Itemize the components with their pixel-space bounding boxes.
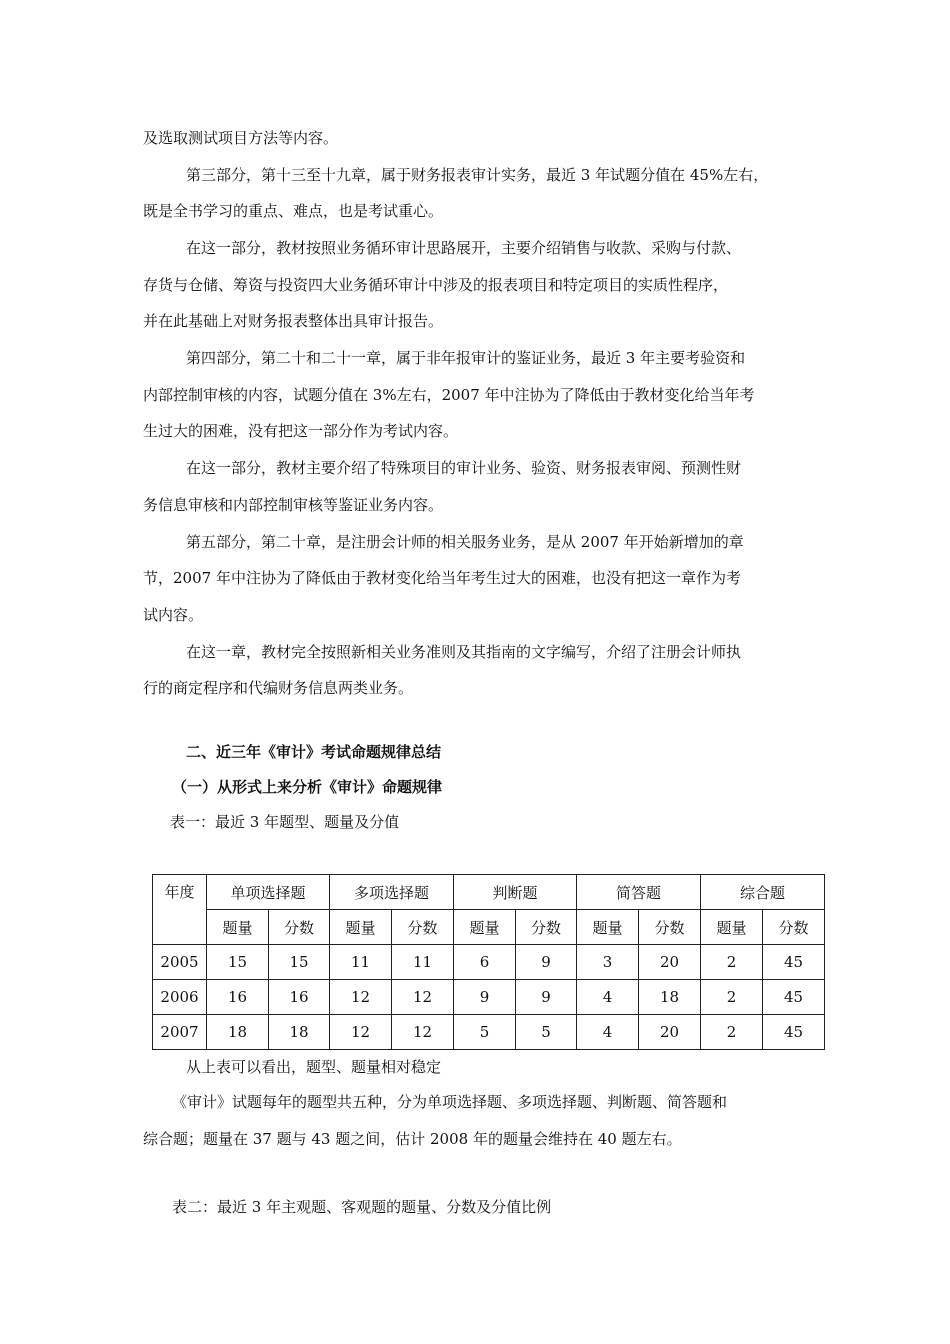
paragraph-line: 务信息审核和内部控制审核等鉴证业务内容。 [143, 496, 444, 514]
paragraph-line: 第五部分，第二十章，是注册会计师的相关服务业务，是从 2007 年开始新增加的章 [186, 533, 744, 551]
paragraph-line: 在这一部分，教材主要介绍了特殊项目的审计业务、验资、财务报表审阅、预测性财 [186, 459, 742, 477]
table-cell: 18 [207, 1015, 269, 1050]
group-header-cell: 多项选择题 [330, 875, 454, 910]
paragraph-line: 既是全书学习的重点、难点，也是考试重心。 [143, 202, 444, 220]
table-cell: 18 [269, 1015, 330, 1050]
table-cell: 45 [763, 980, 825, 1015]
score-table [152, 874, 825, 1050]
table1-caption: 表一：最近 3 年题型、题量及分值 [170, 813, 400, 831]
group-header-cell: 判断题 [454, 875, 577, 910]
table-subheader-row [153, 910, 825, 945]
table-cell: 5 [516, 1015, 577, 1050]
table-cell: 9 [454, 980, 516, 1015]
paragraph-line: 综合题；题量在 37 题与 43 题之间，估计 2008 年的题量会维持在 40 题左右。 [143, 1130, 682, 1148]
year-cell: 2006 [153, 980, 207, 1015]
table-cell: 3 [577, 945, 639, 980]
table-cell: 9 [516, 980, 577, 1015]
paragraph-line: 及选取测试项目方法等内容。 [143, 129, 339, 147]
table-cell: 15 [207, 945, 269, 980]
subheader-cell: 题量 [207, 910, 269, 945]
group-header-cell: 简答题 [577, 875, 701, 910]
group-header-cell: 综合题 [701, 875, 825, 910]
subheader-cell: 分数 [269, 910, 330, 945]
table-cell: 2 [701, 1015, 763, 1050]
table-cell: 15 [269, 945, 330, 980]
group-header-cell: 单项选择题 [207, 875, 330, 910]
table-cell: 20 [639, 1015, 701, 1050]
table-conclusion: 从上表可以看出，题型、题量相对稳定 [186, 1058, 442, 1076]
paragraph-line: 生过大的困难，没有把这一部分作为考试内容。 [143, 422, 459, 440]
subheader-cell: 分数 [639, 910, 701, 945]
year-header-cell: 年度 [153, 875, 207, 945]
subheader-cell: 分数 [392, 910, 454, 945]
table-cell: 45 [763, 1015, 825, 1050]
subheader-cell: 题量 [701, 910, 763, 945]
paragraph-line: 第四部分，第二十和二十一章，属于非年报审计的鉴证业务，最近 3 年主要考验资和 [186, 349, 746, 367]
table-cell: 4 [577, 1015, 639, 1050]
paragraph-line: 内部控制审核的内容，试题分值在 3%左右，2007 年中注协为了降低由于教材变化给当年考 [143, 386, 755, 404]
table-cell: 4 [577, 980, 639, 1015]
subheader-cell: 分数 [763, 910, 825, 945]
subsection-heading: （一）从形式上来分析《审计》命题规律 [172, 778, 443, 796]
subheader-cell: 题量 [577, 910, 639, 945]
table-cell: 45 [763, 945, 825, 980]
table-cell: 11 [392, 945, 454, 980]
paragraph-line: 第三部分，第十三至十九章，属于财务报表审计实务，最近 3 年试题分值在 45%左右， [186, 166, 769, 184]
paragraph-line: 行的商定程序和代编财务信息两类业务。 [143, 679, 414, 697]
subheader-cell: 分数 [516, 910, 577, 945]
table-cell: 5 [454, 1015, 516, 1050]
table-cell: 2 [701, 945, 763, 980]
table-cell: 12 [330, 1015, 392, 1050]
year-cell: 2005 [153, 945, 207, 980]
paragraph-line: 并在此基础上对财务报表整体出具审计报告。 [143, 312, 444, 330]
table-cell: 12 [330, 980, 392, 1015]
table-cell: 16 [207, 980, 269, 1015]
table-cell: 9 [516, 945, 577, 980]
table-header-row [153, 875, 825, 910]
table-row [153, 980, 825, 1015]
paragraph-line: 试内容。 [143, 606, 204, 624]
table-cell: 12 [392, 980, 454, 1015]
subheader-cell: 题量 [454, 910, 516, 945]
table-cell: 2 [701, 980, 763, 1015]
table-cell: 12 [392, 1015, 454, 1050]
paragraph-line: 在这一章，教材完全按照新相关业务准则及其指南的文字编写，介绍了注册会计师执 [186, 643, 742, 661]
paragraph-line: 节，2007 年中注协为了降低由于教材变化给当年考生过大的困难，也没有把这一章作为考 [143, 569, 741, 587]
table-cell: 18 [639, 980, 701, 1015]
section-heading: 二、近三年《审计》考试命题规律总结 [186, 743, 442, 761]
year-cell: 2007 [153, 1015, 207, 1050]
table-cell: 11 [330, 945, 392, 980]
paragraph-line: 在这一部分，教材按照业务循环审计思路展开，主要介绍销售与收款、采购与付款、 [186, 239, 742, 257]
table-cell: 6 [454, 945, 516, 980]
table2-caption: 表二：最近 3 年主观题、客观题的题量、分数及分值比例 [172, 1198, 552, 1216]
table-row [153, 945, 825, 980]
table-row [153, 1015, 825, 1050]
table-cell: 20 [639, 945, 701, 980]
paragraph-line: 《审计》试题每年的题型共五种，分为单项选择题、多项选择题、判断题、简答题和 [172, 1093, 728, 1111]
table-cell: 16 [269, 980, 330, 1015]
paragraph-line: 存货与仓储、筹资与投资四大业务循环审计中涉及的报表项目和特定项目的实质性程序， [143, 276, 729, 294]
subheader-cell: 题量 [330, 910, 392, 945]
